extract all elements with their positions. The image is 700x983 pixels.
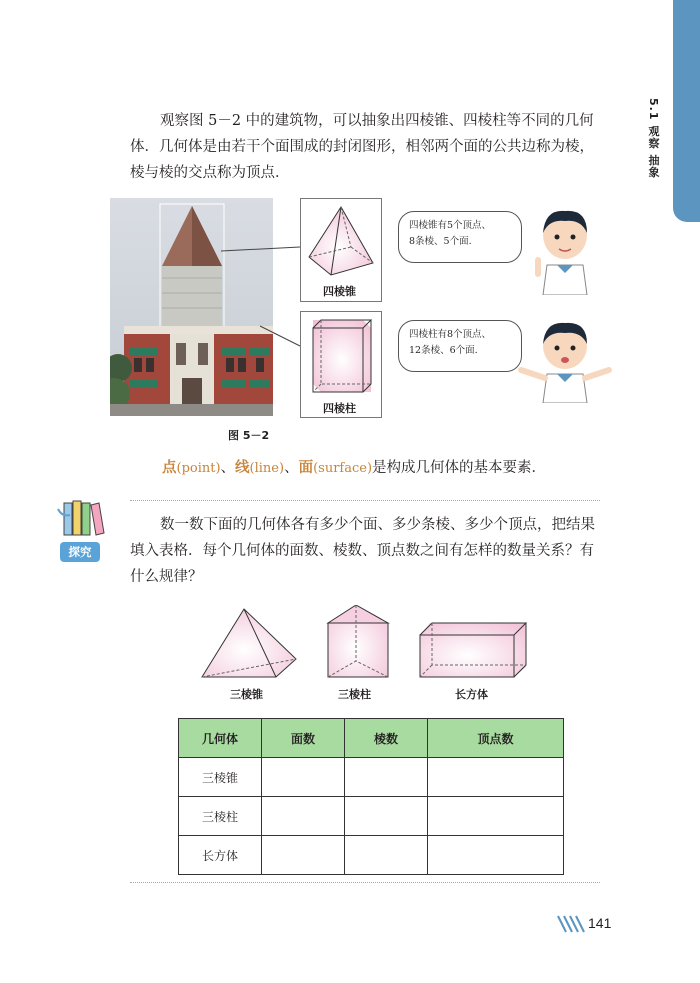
keyword-line: 线: [235, 460, 250, 476]
figure-label: 图 5－2: [228, 429, 270, 442]
section-divider-bottom: [130, 882, 600, 883]
row-label: 长方体: [179, 836, 262, 875]
square-pyramid-caption: 四棱锥: [323, 285, 356, 298]
solids-diagram: [200, 605, 530, 680]
bubble-prism-line-1: 四棱柱有8个顶点、: [409, 329, 492, 340]
explore-paragraph: [130, 512, 606, 590]
caption-triangular-pyramid: 三棱锥: [230, 688, 263, 701]
bubble-pyramid-line-1: 四棱锥有5个顶点、: [409, 220, 492, 231]
square-prism-caption: 四棱柱: [323, 402, 356, 415]
page-number-marks-icon: [556, 914, 586, 934]
header-faces: 面数: [262, 719, 345, 758]
books-icon: [56, 497, 108, 539]
keyword-surface-en: (surface): [313, 461, 373, 476]
bubble-prism-line-2: 12条棱、6个面.: [409, 345, 478, 356]
cell-vertices: [428, 836, 564, 875]
cell-vertices: [428, 797, 564, 836]
page-number: 141: [588, 915, 612, 931]
speech-bubble-prism: [398, 320, 522, 372]
boy-illustration-2: [515, 318, 615, 403]
chapter-section-label: 5.1 观察 抽象: [647, 98, 660, 179]
keyword-point-en: (point): [176, 461, 221, 476]
cell-edges: [345, 797, 428, 836]
separator-1: 、: [220, 460, 236, 476]
basic-elements-sentence: [162, 456, 546, 477]
triangular-pyramid-diagram: [202, 609, 296, 677]
caption-triangular-prism: 三棱柱: [338, 688, 371, 701]
cell-faces: [262, 836, 345, 875]
cell-vertices: [428, 758, 564, 797]
square-pyramid-diagram: [301, 199, 381, 281]
row-label: 三棱锥: [179, 758, 262, 797]
header-vertices: 顶点数: [428, 719, 564, 758]
square-prism-diagram: [301, 312, 381, 398]
table-row: [179, 758, 564, 797]
cell-faces: [262, 797, 345, 836]
cell-edges: [345, 758, 428, 797]
separator-2: 、: [284, 460, 299, 476]
table-header-row: [179, 719, 564, 758]
square-prism-box: [300, 311, 382, 418]
bubble-pyramid-line-2: 8条棱、5个面.: [409, 236, 472, 247]
cuboid-diagram: [420, 623, 526, 677]
counting-table: [178, 718, 564, 875]
header-solid: 几何体: [179, 719, 262, 758]
speech-bubble-pyramid: [398, 211, 522, 263]
row-label: 三棱柱: [179, 797, 262, 836]
table-row: [179, 836, 564, 875]
explore-tag: 探究: [60, 542, 100, 562]
header-edges: 棱数: [345, 719, 428, 758]
elements-rest: 是构成几何体的基本要素．: [372, 460, 547, 476]
keyword-line-en: (line): [249, 461, 285, 476]
cell-faces: [262, 758, 345, 797]
section-divider-top: [130, 500, 600, 501]
boy-illustration-1: [525, 205, 605, 295]
caption-cuboid: 长方体: [455, 688, 488, 701]
explore-text: 数一数下面的几何体各有多少个面、多少条棱、多少个顶点，把结果填入表格．每个几何体的面数、棱数、顶点数之间有怎样的数量关系？有什么规律？: [130, 517, 595, 585]
table-row: [179, 797, 564, 836]
cell-edges: [345, 836, 428, 875]
square-pyramid-box: [300, 198, 382, 302]
keyword-point: 点: [162, 460, 177, 476]
keyword-surface: 面: [298, 460, 314, 476]
intro-text: 观察图 5－2 中的建筑物，可以抽象出四棱锥、四棱柱等不同的几何体．几何体是由若干个面围成的封闭图形，相邻两个面的公共边称为棱，棱与棱的交点称为顶点．: [130, 113, 594, 181]
triangular-prism-diagram: [328, 605, 388, 677]
